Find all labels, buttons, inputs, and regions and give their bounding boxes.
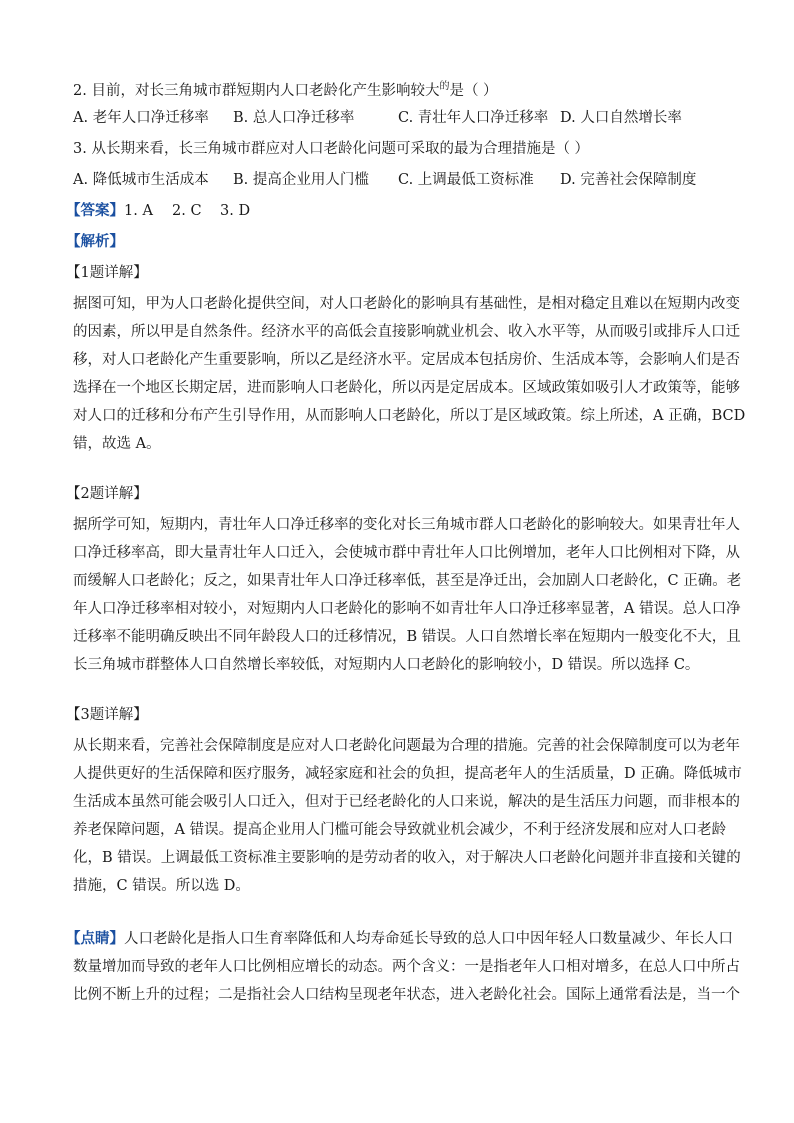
paragraph-line: 错，故选 A。 xyxy=(73,436,161,452)
analysis-label: 【解析】 xyxy=(66,233,124,250)
paragraph-line: 人提供更好的生活保障和医疗服务，减轻家庭和社会的负担，提高老年人的生活质量，D 正确。降低城市 xyxy=(73,766,742,782)
question-2-stem: 2. 目前，对长三角城市群短期内人口老龄化产生影响较大$^的$是（ ） xyxy=(73,81,498,99)
paragraph-line: 据图可知，甲为人口老龄化提供空间，对人口老龄化的影响具有基础性，是相对稳定且难以在短期内改变 xyxy=(73,296,740,312)
answer-1: 1. A xyxy=(124,203,153,219)
paragraph-line: 数量增加而导致的老年人口比例相应增长的动态。两个含义：一是指老年人口相对增多，在总人口中所占 xyxy=(73,959,740,975)
question-2-options xyxy=(73,108,682,128)
q2-option-c: C. 青壮年人口净迁移率 xyxy=(398,110,549,126)
answer-line xyxy=(66,201,250,221)
detail-2-paragraph xyxy=(73,511,742,679)
paragraph-line: 移，对人口老龄化产生重要影响，所以乙是经济水平。定居成本包括房价、生活成本等，会影响人们是否 xyxy=(73,352,740,368)
paragraph-line: 口净迁移率高，即大量青壮年人口迁入，会使城市群中青壮年人口比例增加，老年人口比例相对下降，从 xyxy=(73,545,740,561)
detail-1-title: 【1题详解】 xyxy=(66,265,148,281)
paragraph-line: 的因素，所以甲是自然条件。经济水平的高低会直接影响就业机会、收入水平等，从而吸引或排斥人口迁 xyxy=(73,324,740,340)
q2-option-a: A. 老年人口净迁移率 xyxy=(73,110,209,126)
paragraph-line: 生活成本虽然可能会吸引人口迁入，但对于已经老龄化的人口来说，解决的是生活压力问题，而非根本的 xyxy=(73,794,740,810)
q3-option-a: A. 降低城市生活成本 xyxy=(73,172,209,188)
paragraph-line: 养老保障问题，A 错误。提高企业用人门槛可能会导致就业机会减少，不利于经济发展和应对人口老龄 xyxy=(73,822,727,838)
q2-option-b: B. 总人口净迁移率 xyxy=(233,110,355,126)
paragraph-line: 迁移率不能明确反映出不同年龄段人口的迁移情况，B 错误。人口自然增长率在短期内一般变化不大，且 xyxy=(73,629,741,645)
answer-label: 【答案】 xyxy=(66,202,124,219)
paragraph-line: 年人口净迁移率相对较小，对短期内人口老龄化的影响不如青壮年人口净迁移率显著，A 错误。总人口净 xyxy=(73,601,741,617)
paragraph-line: 【点睛】人口老龄化是指人口生育率降低和人均寿命延长导致的总人口中因年轻人口数量减少、年长人口 xyxy=(66,930,733,947)
note-label: 【点睛】 xyxy=(66,930,124,947)
paragraph-line: 比例不断上升的过程；二是指社会人口结构呈现老年状态，进入老龄化社会。国际上通常看法是，当一个 xyxy=(73,987,740,1003)
paragraph-line: 从长期来看，完善社会保障制度是应对人口老龄化问题最为合理的措施。完善的社会保障制度可以为老年 xyxy=(73,738,740,754)
answer-3: 3. D xyxy=(220,203,251,219)
paragraph-line: 长三角城市群整体人口自然增长率较低，对短期内人口老龄化的影响较小，D 错误。所以选择 C。 xyxy=(73,657,700,673)
detail-3-title: 【3题详解】 xyxy=(66,707,148,723)
detail-1-paragraph xyxy=(73,290,746,458)
paragraph-line: 而缓解人口老龄化；反之，如果青壮年人口净迁移率低，甚至是净迁出，会加剧人口老龄化，C 正确。老 xyxy=(73,573,742,589)
detail-2-title: 【2题详解】 xyxy=(66,486,148,502)
paragraph-line: 化，B 错误。上调最低工资标准主要影响的是劳动者的收入，对于解决人口老龄化问题并非直接和关键的 xyxy=(73,850,741,866)
paragraph-line: 选择在一个地区长期定居，进而影响人口老龄化，所以丙是定居成本。区域政策如吸引人才政策等，能够 xyxy=(73,380,740,396)
q3-option-c: C. 上调最低工资标准 xyxy=(398,172,534,188)
q3-option-d: D. 完善社会保障制度 xyxy=(560,172,697,188)
q2-option-d: D. 人口自然增长率 xyxy=(560,110,682,126)
paragraph-line: 对人口的迁移和分布产生引导作用，从而影响人口老龄化，所以丁是区域政策。综上所述，A 正确，BCD xyxy=(73,408,746,424)
answer-2: 2. C xyxy=(172,203,202,219)
paragraph-line: 措施，C 错误。所以选 D。 xyxy=(73,878,250,894)
question-3-stem: 3. 从长期来看，长三角城市群应对人口老龄化问题可采取的最为合理措施是（ ） xyxy=(73,141,590,157)
question-3-options xyxy=(73,170,696,190)
paragraph-line: 据所学可知，短期内，青壮年人口净迁移率的变化对长三角城市群人口老龄化的影响较大。如果青壮年人 xyxy=(73,517,740,533)
note-paragraph xyxy=(66,925,740,1009)
detail-3-paragraph xyxy=(73,732,742,900)
q3-option-b: B. 提高企业用人门槛 xyxy=(233,172,369,188)
